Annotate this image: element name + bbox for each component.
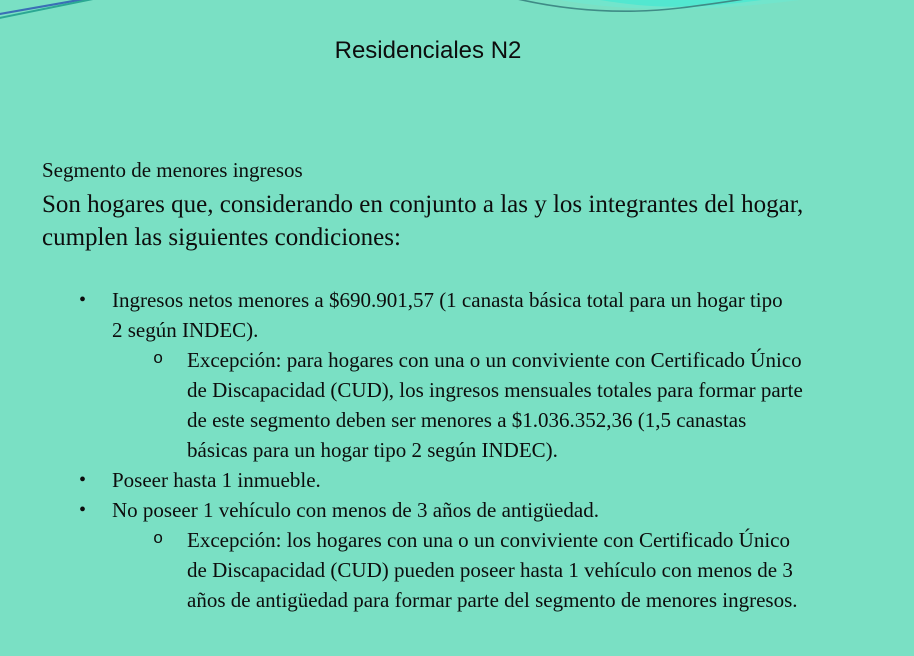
- bullet-marker: •: [79, 469, 87, 491]
- sub-list-item: [0, 345, 914, 465]
- list-line: Excepción: para hogares con una o un conviviente con Certificado Único: [187, 348, 802, 372]
- slide-title: Residenciales N2: [334, 37, 522, 64]
- intro-line: Son hogares que, considerando en conjunto a las y los integrantes del hogar,: [42, 191, 804, 218]
- intro-paragraph: [42, 188, 908, 254]
- list-line: Poseer hasta 1 inmueble.: [112, 468, 321, 492]
- sub-list-item: [0, 525, 914, 615]
- list-line: 2 según INDEC).: [112, 318, 259, 342]
- list-item: [0, 465, 914, 495]
- swoosh-bright-soft-shape: [560, 0, 800, 9]
- subtitle: Segmento de menores ingresos: [42, 158, 303, 182]
- swoosh-left-blue-line: [0, 0, 96, 21]
- list-line: Excepción: los hogares con una o un conviviente con Certificado Único: [187, 528, 790, 552]
- list-line: de Discapacidad (CUD) pueden poseer hasta 1 vehículo con menos de 3: [187, 558, 793, 582]
- list-line: años de antigüedad para formar parte del segmento de menores ingresos.: [187, 588, 798, 612]
- list-item-text: [112, 465, 914, 495]
- bullet-list: [0, 285, 914, 615]
- list-line: de Discapacidad (CUD), los ingresos mensuales totales para formar parte: [187, 378, 803, 402]
- list-line: No poseer 1 vehículo con menos de 3 años de antigüedad.: [112, 498, 599, 522]
- swoosh-bright-shape: [600, 0, 762, 7]
- list-line: básicas para un hogar tipo 2 según INDEC).: [187, 438, 558, 462]
- list-item: [0, 285, 914, 345]
- swoosh-curve-line: [505, 0, 802, 11]
- circle-marker: o: [153, 350, 164, 369]
- list-line: Ingresos netos menores a $690.901,57 (1 canasta básica total para un hogar tipo: [112, 288, 783, 312]
- list-item: [0, 495, 914, 525]
- circle-marker: o: [153, 530, 164, 549]
- bullet-marker: •: [79, 289, 87, 311]
- list-item-text: [112, 495, 914, 525]
- list-item-text: [187, 525, 914, 615]
- intro-line: cumplen las siguientes condiciones:: [42, 224, 401, 251]
- list-line: de este segmento deben ser menores a $1.036.352,36 (1,5 canastas: [187, 408, 747, 432]
- list-item-text: [112, 285, 914, 345]
- swoosh-left-teal-line: [0, 0, 93, 26]
- bullet-marker: •: [79, 499, 87, 521]
- list-item-text: [187, 345, 914, 465]
